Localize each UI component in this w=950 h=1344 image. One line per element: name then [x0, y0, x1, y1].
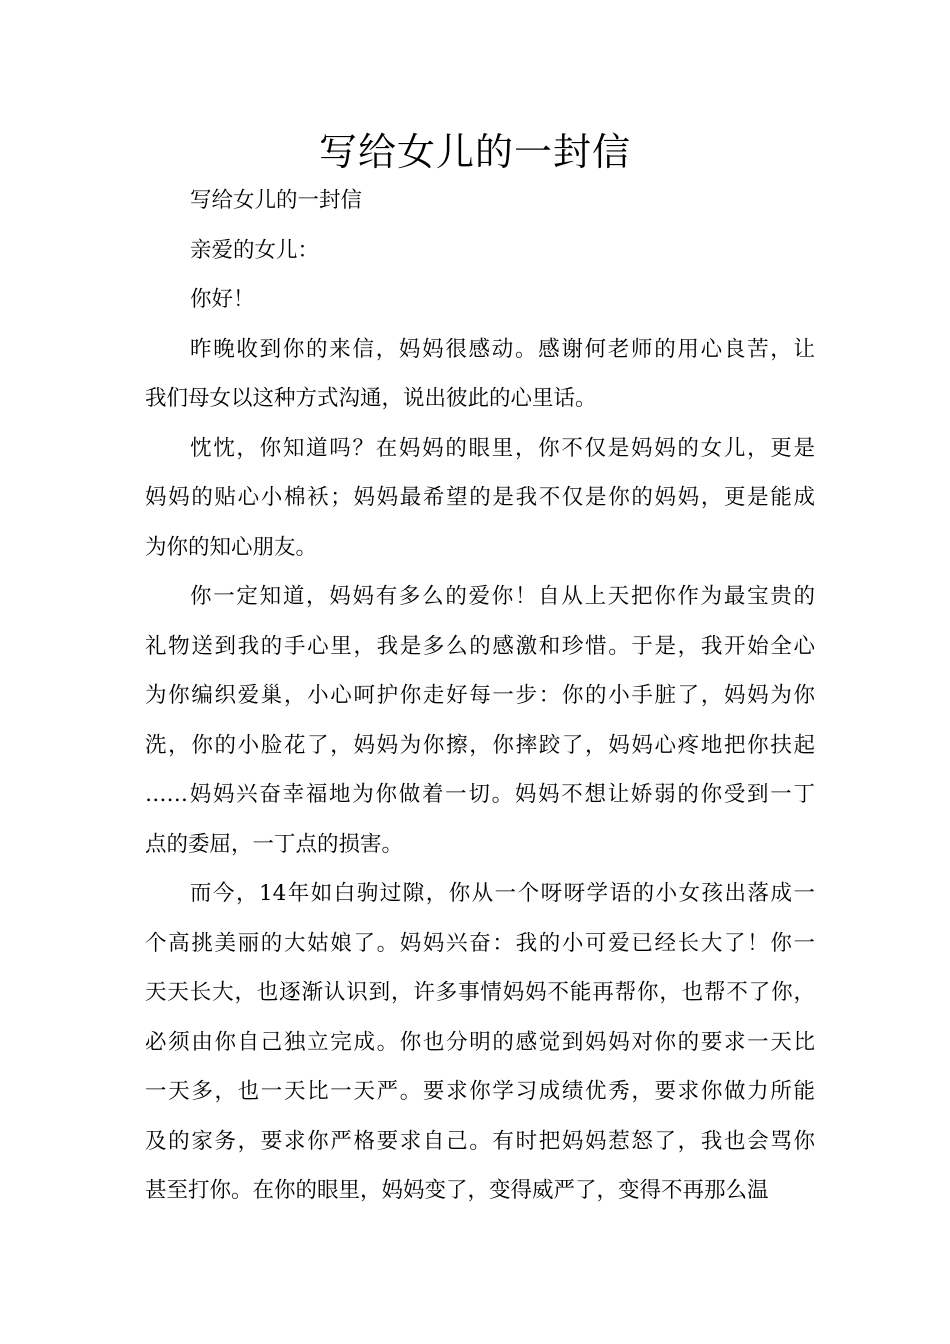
- document-body: [145, 176, 815, 1216]
- paragraph: [145, 275, 815, 325]
- paragraph-line: 你好！: [190, 287, 255, 312]
- paragraph-line: 而今，14年如白驹过隙，你从一个呀呀学语的小女孩出落成一: [190, 881, 815, 906]
- paragraph: [145, 869, 815, 1216]
- paragraph: [145, 424, 815, 573]
- paragraph: [145, 572, 815, 869]
- paragraph-line: 为你的知心朋友。: [145, 534, 318, 560]
- paragraph-line: ……妈妈兴奋幸福地为你做着一切。妈妈不想让娇弱的你受到一丁: [145, 782, 815, 807]
- paragraph-line: 妈妈的贴心小棉袄；妈妈最希望的是我不仅是你的妈妈，更是能成: [145, 485, 815, 510]
- paragraph-line: 个高挑美丽的大姑娘了。妈妈兴奋：我的小可爱已经长大了！你一: [145, 930, 815, 956]
- paragraph-line: 写给女儿的一封信: [190, 188, 363, 213]
- paragraph-line: 点的委屈，一丁点的损害。: [145, 831, 404, 857]
- paragraph-line: 我们母女以这种方式沟通，说出彼此的心里话。: [145, 386, 597, 411]
- paragraph-line: 忱忱，你知道吗？在妈妈的眼里，你不仅是妈妈的女儿，更是: [190, 435, 815, 461]
- paragraph: [145, 176, 815, 226]
- paragraph-line: 必须由你自己独立完成。你也分明的感觉到妈妈对你的要求一天比: [145, 1029, 815, 1055]
- paragraph-line: 天天长大，也逐渐认识到，许多事情妈妈不能再帮你，也帮不了你，: [145, 980, 815, 1005]
- paragraph-line: 亲爱的女儿：: [190, 237, 320, 263]
- paragraph: [145, 226, 815, 276]
- paragraph: [145, 325, 815, 424]
- paragraph-line: 为你编织爱巢，小心呵护你走好每一步：你的小手脏了，妈妈为你: [145, 683, 815, 708]
- paragraph-line: 洗，你的小脸花了，妈妈为你擦，你摔跤了，妈妈心疼地把你扶起: [145, 732, 815, 758]
- paragraph-line: 甚至打你。在你的眼里，妈妈变了，变得威严了，变得不再那么温: [145, 1178, 769, 1203]
- paragraph-line: 昨晚收到你的来信，妈妈很感动。感谢何老师的用心良苦，让: [190, 336, 815, 362]
- paragraph-line: 及的家务，要求你严格要求自己。有时把妈妈惹怒了，我也会骂你: [145, 1128, 815, 1154]
- paragraph-line: 礼物送到我的手心里，我是多么的感激和珍惜。于是，我开始全心: [145, 633, 815, 659]
- paragraph-line: 一天多，也一天比一天严。要求你学习成绩优秀，要求你做力所能: [145, 1079, 815, 1104]
- paragraph-line: 你一定知道，妈妈有多么的爱你！自从上天把你作为最宝贵的: [190, 584, 815, 609]
- document-title: 写给女儿的一封信: [318, 130, 631, 174]
